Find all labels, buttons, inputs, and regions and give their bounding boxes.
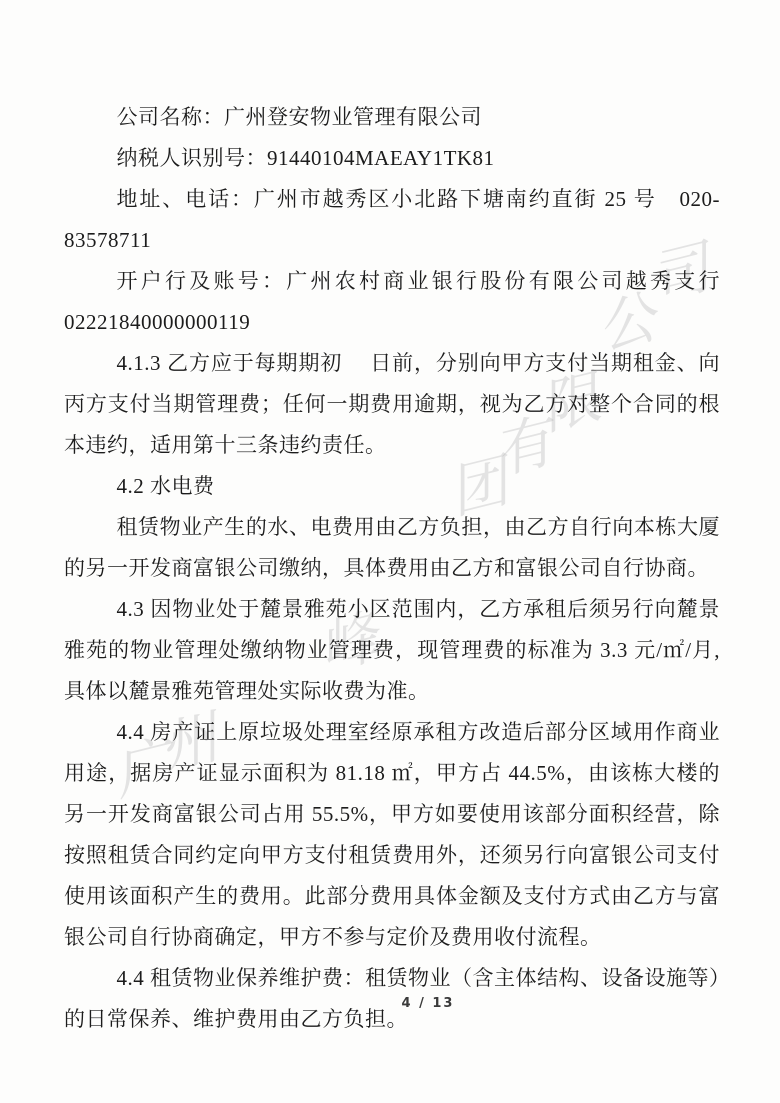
document-body [64, 97, 720, 1040]
paragraph: 4.4 房产证上原垃圾处理室经原承租方改造后部分区域用作商业用途，据房产证显示面积为 81.18 ㎡，甲方占 44.5%，由该栋大楼的另一开发商富银公司占用 55.5%，甲方如要使用该部分面积经营，除按照租赁合同约定向甲方支付租赁费用外，还须另行向富银公司支付使用该面积产生的费用。此部分费用具体金额及支付方式由乙方与富银公司自行协商确定，甲方不参与定价及费用收付流程。 [64, 720, 720, 949]
paragraph-line: 开户行及账号：广州农村商业银行股份有限公司越秀支行 [116, 269, 720, 293]
paragraph: 租赁物业产生的水、电费用由乙方负担，由乙方自行向本栋大厦的另一开发商富银公司缴纳，具体费用由乙方和富银公司自行协商。 [64, 515, 720, 580]
watermark-character: 州 [151, 702, 225, 783]
watermark-character: 限 [533, 362, 607, 443]
paragraph: 4.4 租赁物业保养维护费：租赁物业（含主体结构、设备设施等）的日常保养、维护费用由乙方负担。 [64, 966, 720, 1031]
paragraph: 纳税人识别号：91440104MAEAY1TK81 [116, 146, 495, 170]
paragraph: 4.1.3 乙方应于每期期初 日前，分别向甲方支付当期租金、向丙方支付当期管理费；任何一期费用逾期，视为乙方对整个合同的根本违约，适用第十三条违约责任。 [64, 351, 720, 457]
paragraph: 地址、电话：广州市越秀区小北路下塘南约直街 25 号 020-83578711 [64, 187, 720, 252]
watermark-character: 团 [441, 446, 515, 527]
paragraph: 公司名称：广州登安物业管理有限公司 [116, 105, 482, 129]
watermark-character: 有 [486, 406, 560, 487]
paragraph: 4.3 因物业处于麓景雅苑小区范围内，乙方承租后须另行向麓景雅苑的物业管理处缴纳物业管理费，现管理费的标准为 3.3 元/㎡/月,具体以麓景雅苑管理处实际收费为准。 [64, 597, 720, 703]
paragraph: 4.2 水电费 [116, 474, 215, 498]
watermark-character: 司 [643, 232, 717, 313]
watermark-character: 公 [589, 282, 663, 363]
watermark-character: 峰 [311, 602, 385, 683]
watermark-character: 广 [105, 728, 179, 809]
paragraph-line: 02221840000000119 [64, 310, 251, 334]
page-number-indicator: 4 / 13 [401, 996, 455, 1011]
